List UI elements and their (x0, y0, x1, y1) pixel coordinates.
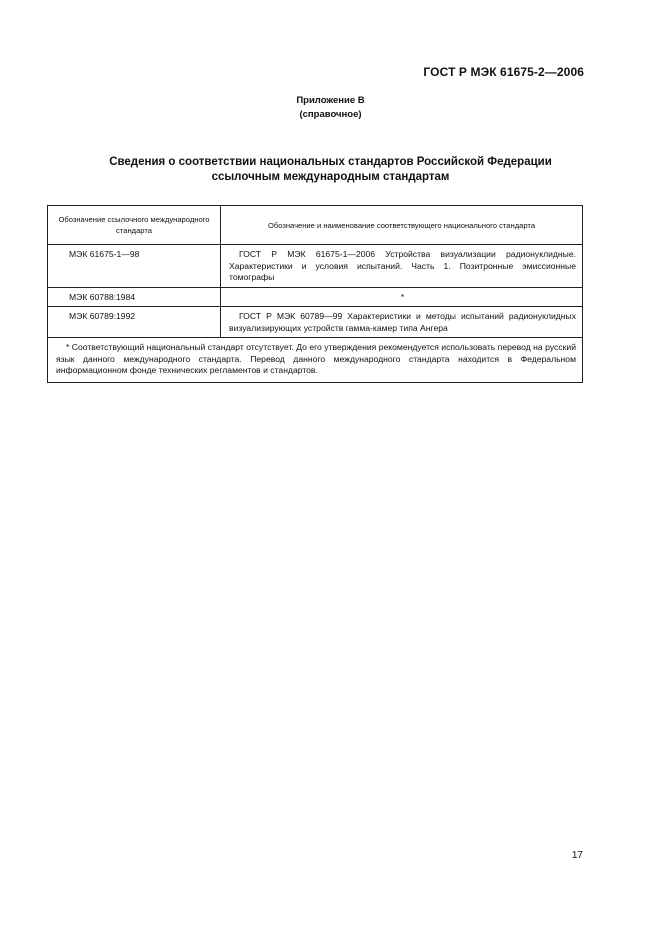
national-standard-cell (221, 245, 583, 288)
table-row (48, 287, 583, 307)
table-footnote-row (48, 338, 583, 383)
section-title (0, 155, 661, 185)
document-code: ГОСТ Р МЭК 61675-2—2006 (423, 65, 584, 79)
section-title-line-1: Сведения о соответствии национальных стандартов Российской Федерации (109, 156, 552, 168)
national-standard-text: ГОСТ Р МЭК 60789—99 Характеристики и методы испытаний радионуклидных визуализирующих устройств гамма-камер типа Ангера (229, 311, 576, 333)
annex-heading (0, 94, 661, 122)
table-footnote (48, 338, 583, 383)
annex-subtitle: (справочное) (299, 109, 362, 120)
page-number: 17 (571, 850, 583, 861)
national-standard-text: ГОСТ Р МЭК 61675-1—2006 Устройства визуализации радионуклидные. Характеристики и условия испытаний. Часть 1. Позитронные эмиссионные томографы (229, 249, 576, 282)
international-standard-cell: МЭК 61675-1—98 (48, 245, 221, 288)
table-row (48, 245, 583, 288)
table-row (48, 307, 583, 338)
annex-title: Приложение В (296, 95, 365, 106)
column-header-national: Обозначение и наименование соответствующего национального стандарта (221, 206, 583, 245)
international-standard-cell: МЭК 60789:1992 (48, 307, 221, 338)
column-header-international: Обозначение ссылочного международного стандарта (48, 206, 221, 245)
standards-correspondence-table (47, 205, 583, 383)
national-standard-cell: * (221, 287, 583, 307)
international-standard-cell: МЭК 60788:1984 (48, 287, 221, 307)
national-standard-cell (221, 307, 583, 338)
section-title-line-2: ссылочным международным стандартам (211, 171, 450, 183)
table-header-row (48, 206, 583, 245)
footnote-text: * Соответствующий национальный стандарт отсутствует. До его утверждения рекомендуется использовать перевод на русский язык данного международного стандарта. Перевод данного международного стандарта находится в Федеральном информационном фонде технических регламентов и стандартов. (56, 342, 576, 375)
